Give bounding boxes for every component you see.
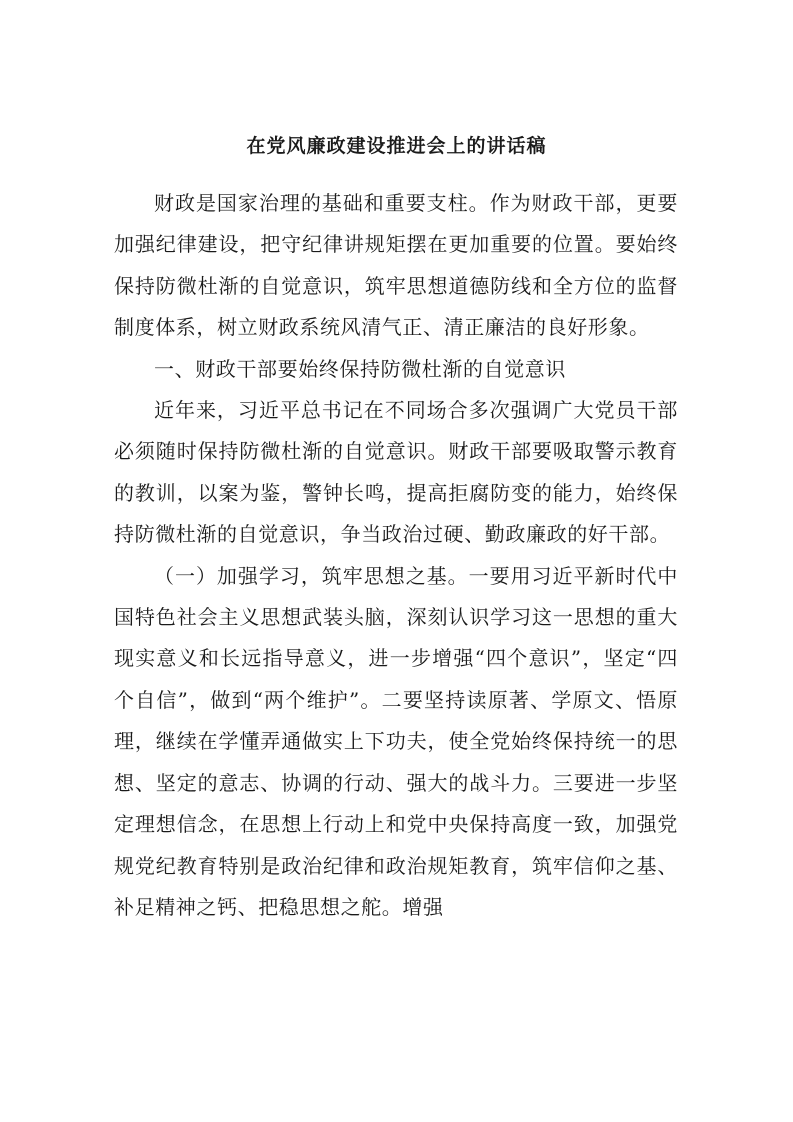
document-body <box>114 183 678 928</box>
paragraph-intro: 财政是国家治理的基础和重要支柱。作为财政干部，更要加强纪律建设，把守纪律讲规矩摆在更加重要的位置。要始终保持防微杜渐的自觉意识，筑牢思想道德防线和全方位的监督制度体系，树立财政系统风清气正、清正廉洁的良好形象。 <box>114 191 678 340</box>
document-title: 在党风廉政建设推进会上的讲话稿 <box>246 135 547 157</box>
paragraph-subsection-1: （一）加强学习，筑牢思想之基。一要用习近平新时代中国特色社会主义思想武装头脑，深刻认识学习这一思想的重大现实意义和长远指导意义，进一步增强“四个意识”，坚定“四个自信”，做到“两个维护”。二要坚持读原著、学原文、悟原理，继续在学懂弄通做实上下功夫，使全党始终保持统一的思想、坚定的意志、协调的行动、强大的战斗力。三要进一步坚定理想信念，在思想上行动上和党中央保持高度一致，加强党规党纪教育特别是政治纪律和政治规矩教育，筑牢信仰之基、补足精神之钙、把稳思想之舵。增强 <box>114 563 678 919</box>
paragraph-section-1: 近年来，习近平总书记在不同场合多次强调广大党员干部必须随时保持防微杜渐的自觉意识。财政干部要吸取警示教育的教训，以案为鉴，警钟长鸣，提高拒腐防变的能力，始终保持防微杜渐的自觉意识，争当政治过硬、勤政廉政的好干部。 <box>114 398 678 547</box>
section-heading-1: 一、财政干部要始终保持防微杜渐的自觉意识 <box>154 356 566 381</box>
